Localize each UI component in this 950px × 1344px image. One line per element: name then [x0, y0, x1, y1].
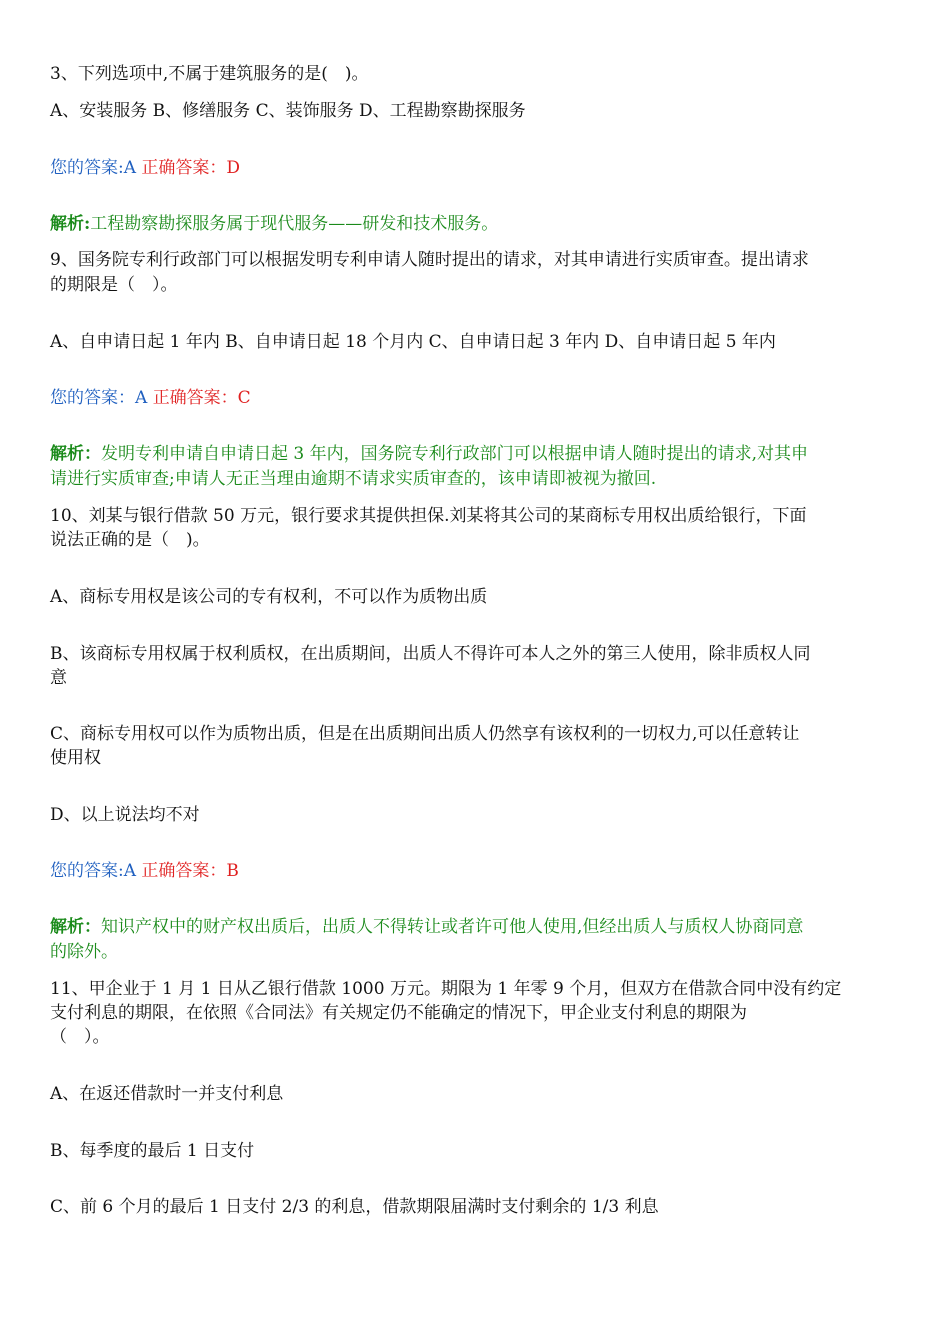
q10-stem-line1: 10、刘某与银行借款 50 万元，银行要求其提供担保.刘某将其公司的某商标专用权出质给银行，下面 — [50, 506, 807, 526]
correct-answer: 正确答案：C — [152, 388, 251, 408]
q11-option-a: A、在返还借款时一并支付利息 — [50, 1084, 284, 1104]
q9-answer-line — [50, 386, 910, 410]
q9-stem-line1: 9、国务院专利行政部门可以根据发明专利申请人随时提出的请求，对其申请进行实质审查。提出请求 — [50, 250, 809, 270]
q3-answer-line — [50, 156, 910, 180]
q10-analysis-line1 — [50, 915, 910, 939]
analysis-label: 解析: — [50, 214, 91, 234]
analysis-label: 解析： — [50, 917, 101, 937]
q3-stem: 3、下列选项中,不属于建筑服务的是( )。 — [50, 64, 369, 84]
correct-answer: 正确答案：D — [141, 158, 241, 178]
q10-option-d: D、以上说法均不对 — [50, 805, 200, 825]
analysis-text: 知识产权中的财产权出质后，出质人不得转让或者许可他人使用,但经出质人与质权人协商同意 — [101, 917, 804, 937]
q11-option-b: B、每季度的最后 1 日支付 — [50, 1141, 255, 1161]
analysis-label: 解析： — [50, 444, 101, 464]
analysis-text: 发明专利申请自申请日起 3 年内，国务院专利行政部门可以根据申请人随时提出的请求,对其申 — [101, 444, 809, 464]
your-answer: 您的答案:A — [50, 861, 137, 881]
correct-answer: 正确答案：B — [141, 861, 239, 881]
q10-analysis-line2: 的除外。 — [50, 942, 118, 962]
your-answer: 您的答案:A — [50, 158, 137, 178]
q10-option-a: A、商标专用权是该公司的专有权利，不可以作为质物出质 — [50, 587, 488, 607]
q11-stem-line2: 支付利息的期限，在依照《合同法》有关规定仍不能确定的情况下，甲企业支付利息的期限为 — [50, 1003, 747, 1023]
q10-option-b-line2: 意 — [50, 668, 67, 688]
q11-stem-line3: （ ）。 — [50, 1027, 110, 1047]
q10-answer-line — [50, 859, 910, 883]
q10-stem-line2: 说法正确的是（ )。 — [50, 530, 210, 550]
q11-stem-line1: 11、甲企业于 1 月 1 日从乙银行借款 1000 万元。期限为 1 年零 9 个月，但双方在借款合同中没有约定 — [50, 979, 842, 999]
your-answer: 您的答案：A — [50, 388, 148, 408]
q9-options: A、自申请日起 1 年内 B、自申请日起 18 个月内 C、自申请日起 3 年内 D、自申请日起 5 年内 — [50, 332, 776, 352]
q9-stem-line2: 的期限是（ ）。 — [50, 275, 178, 295]
q10-option-b-line1: B、该商标专用权属于权利质权，在出质期间，出质人不得许可本人之外的第三人使用，除非质权人同 — [50, 644, 811, 664]
q10-option-c-line2: 使用权 — [50, 748, 101, 768]
q11-option-c: C、前 6 个月的最后 1 日支付 2/3 的利息，借款期限届满时支付剩余的 1/3 利息 — [50, 1197, 659, 1217]
q3-analysis — [50, 212, 910, 236]
q9-analysis-line1 — [50, 442, 910, 466]
analysis-text: 工程勘察勘探服务属于现代服务——研发和技术服务。 — [90, 214, 499, 234]
q10-option-c-line1: C、商标专用权可以作为质物出质，但是在出质期间出质人仍然享有该权利的一切权力,可以任意转让 — [50, 724, 800, 744]
q9-analysis-line2: 请进行实质审查;申请人无正当理由逾期不请求实质审查的，该申请即被视为撤回. — [50, 469, 657, 489]
q3-options: A、安装服务 B、修缮服务 C、装饰服务 D、工程勘察勘探服务 — [50, 101, 526, 121]
